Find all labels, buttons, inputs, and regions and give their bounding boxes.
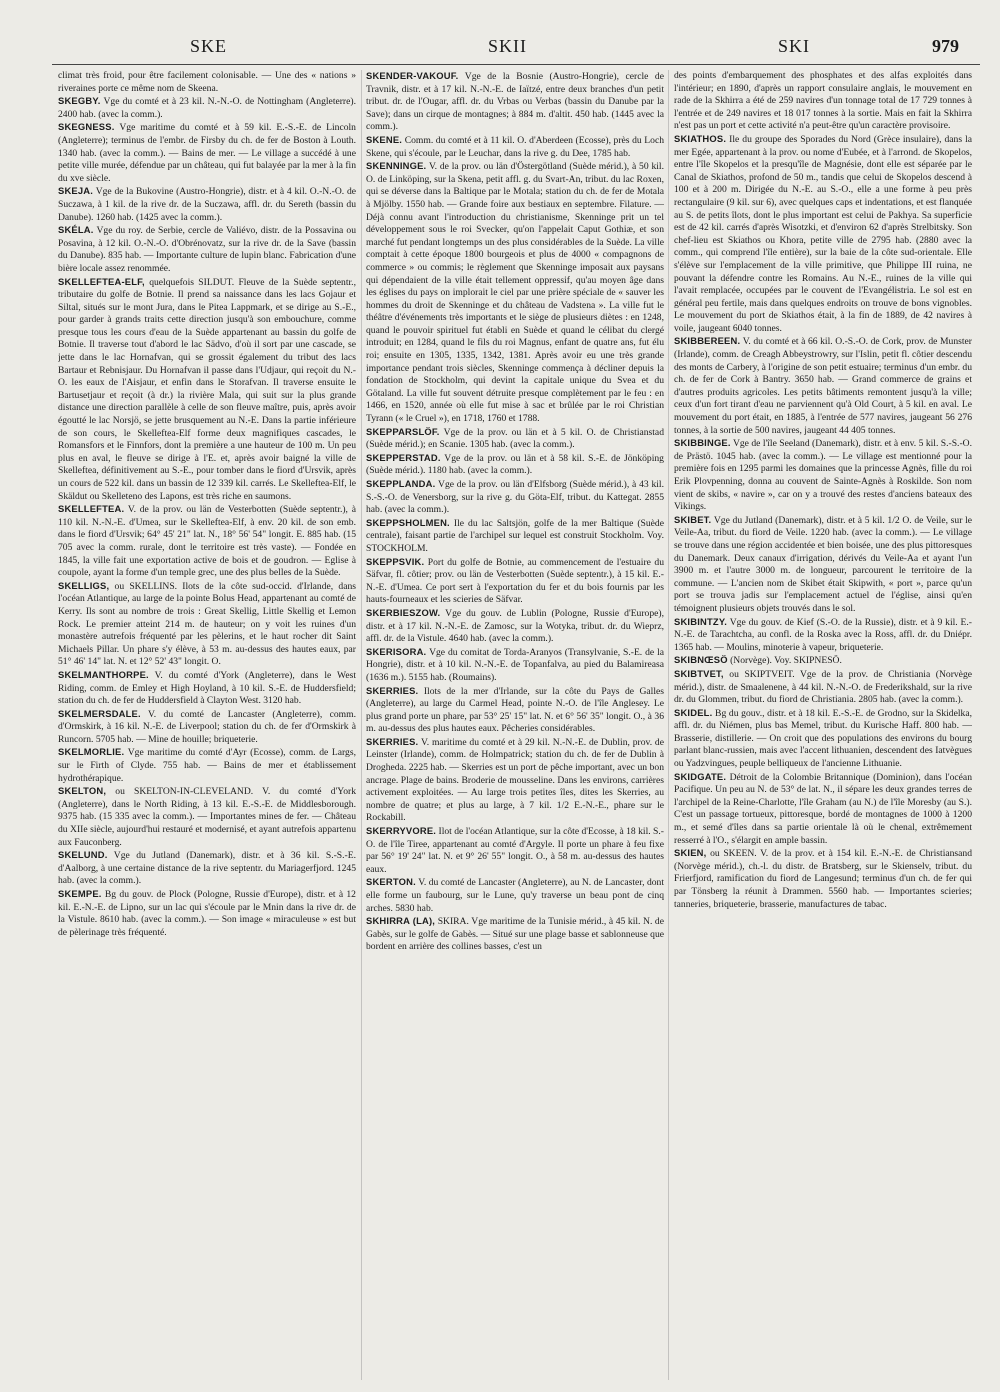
entry-headword: SKEPPLANDA. — [366, 478, 436, 489]
dictionary-entry — [366, 607, 664, 646]
entry-headword: SKEPPSVIK. — [366, 555, 425, 567]
entry-headword: SKIBTVET, — [674, 667, 724, 679]
entry-text: Vge du roy. de Serbie, cercle de Valiévo, distr. de la Possavina ou Posavina, à 12 kil. O.-N.-O. d'Obrénovatz, sur la rive dr. de la Save (bassin du Danube). 835 hab. — Importante culture de lupin blanc. Fabrication d'une bière locale assez renommée. — [58, 225, 356, 274]
dictionary-entry — [366, 160, 664, 425]
entry-headword: SKELMORLIE. — [58, 746, 125, 758]
dictionary-entry — [58, 185, 356, 224]
entry-headword: SKEGBY. — [58, 95, 101, 107]
running-head-center: SKII — [488, 36, 527, 56]
dictionary-entry — [58, 708, 356, 747]
dictionary-entry — [58, 580, 356, 669]
entry-headword: SKENNINGE. — [366, 160, 427, 172]
entry-text: Vge du Jutland (Danemark), distr. et à 5 kil. 1/2 O. de Veile, sur le Veile-Aa, tribut. du fiord de Veile. 1220 hab. (avec la comm.). — Le village se trouve dans une région accidentée et bien boisée, une des plus pittoresques du Danemark. Deux canaux d'irrigation, dérivés du Veile-Aa et ayant l'un 3900 m. et l'autre 3000 m. de longueur, parcourent le territoire de la commune. — L'ancien nom de Skibet était Skipwith, « port », parce qu'un port se trouva jadis sur l'emplacement actuel de l'église, ainsi qu'en témoignent plusieurs objets trouvés dans le sol. — [674, 514, 972, 614]
column-2 — [366, 70, 664, 1382]
dictionary-entry — [674, 437, 972, 514]
entry-text: Vge de la Bukovine (Austro-Hongrie), distr. et à 4 kil. O.-N.-O. de Suczawa, à 1 kil. de la rive dr. de la Suczawa, affl. dr. du Sereth (bassin du Danube). 1260 hab. (1425 avec la comm.). — [58, 186, 356, 223]
entry-text: Bg du gouv., distr. et à 18 kil. E.-S.-E. de Grodno, sur la Skidelka, affl. dr. du Niémen, plus bas Memel, tribut. du Kurische Haff. 800 hab. — Brasserie, distillerie. — On croit que des populations des environs du bourg parlant blanc-russien, mais avec l'accent lithuanien, descendent des Iatvègues ou Yadzvingues, peuple belliqueux de l'ancienne Lithuanie. — [674, 707, 972, 770]
entry-headword: SKELLEFTEA-ELF, — [58, 275, 145, 287]
entry-headword: SKERRIES. — [366, 735, 419, 747]
running-head-left: SKE — [190, 36, 228, 56]
dictionary-entry — [58, 669, 356, 708]
entry-headword: SKERRYVORE. — [366, 825, 437, 837]
dictionary-entry — [674, 847, 972, 911]
dictionary-entry — [366, 517, 664, 556]
entry-headword: SKEPPSHOLMEN. — [366, 516, 450, 528]
dictionary-entry — [366, 478, 664, 517]
dictionary-entry — [674, 133, 972, 336]
entry-headword: SKHIRRA (LA), — [366, 915, 436, 927]
dictionary-entry — [58, 95, 356, 121]
running-head-right: SKI — [778, 36, 811, 56]
dictionary-entry — [674, 654, 972, 668]
entry-headword: SKELLEFTEA. — [58, 503, 125, 515]
entry-headword: SKIDGATE. — [674, 770, 727, 782]
entry-text: ou SKIPTVEIT. Vge de la prov. de Christiania (Norvège mérid.), distr. de Smaalenene, à 44 kil. N.-N.-O. de Frederikshald, sur la rive dr. du Glommen, tribut. du fiord de Christiania. 2805 hab. (avec la comm.). — [674, 668, 972, 706]
entry-headword: SKEPPERSTAD. — [366, 451, 441, 463]
entry-text: Ilot de l'océan Atlantique, sur la côte d'Ecosse, à 18 kil. S.-O. de l'île Tiree, appartenant au comté d'Argyle. Il porte un phare à feu fixe par 56° 19' 24" lat. N. et 9° 26' 55" longit. O., à 58 m. au-dessus des hautes eaux. — [366, 826, 664, 875]
entry-text: Vge de la prov. ou län et à 58 kil. S.-E. de Jönköping (Suède mérid.). 1180 hab. (avec la comm.). — [366, 452, 664, 477]
dictionary-entry — [366, 646, 664, 685]
entry-text: ou SKELTON-IN-CLEVELAND. V. du comté d'York (Angleterre), dans le North Riding, à 13 kil. E.-S.-E. de Middlesborough. 9375 hab. (15 335 avec la comm.). — Importantes mines de fer. — Château du XIIe siècle, aujourd'hui restauré et modernisé, et ayant autrefois appartenu aux Fauconberg. — [58, 786, 356, 848]
entry-headword: SKÉLA. — [58, 224, 94, 236]
entry-headword: SKELTON, — [58, 785, 107, 797]
dictionary-entry — [674, 668, 972, 707]
entry-headword: SKERRIES. — [366, 684, 419, 696]
entry-text: Vge de la prov. ou län et à 5 kil. O. de Christianstad (Suède mérid.); en Scanie. 1305 hab. (avec la comm.). — [366, 426, 664, 451]
dictionary-entry — [366, 736, 664, 825]
entry-text: ou SKEEN. V. de la prov. et à 154 kil. E.-N.-E. de Christiansand (Norvège mérid.), ch.-l. du distr. de Bratsberg, sur le Skienselv, tribut. du Frierfjord, ramification du fiord de Langesund; terminus d'un ch. de fer qui par Tönsberg la réunit à Drammen. 5560 hab. — Importantes scieries; tanneries, briqueterie, brasserie, manufactures de tabac. — [674, 848, 972, 910]
entry-headword: SKELUND. — [58, 849, 108, 861]
entry-text: Vge du comitat de Torda-Aranyos (Transylvanie, S.-E. de la Hongrie), distr. et à 10 kil. N.-N.-E. de Topanfalva, au pied du Balamireasa (1636 m.). 5155 hab. (Roumains). — [366, 646, 664, 683]
dictionary-entry — [58, 503, 356, 580]
dictionary-entry — [366, 915, 664, 954]
entry-text: Vge du gouv. de Lublin (Pologne, Russie d'Europe), distr. et à 17 kil. N.-N.-E. de Zamosc, sur la Wotyka, tribut. dr. du Wieprz, affl. dr. de la Vistule. 4640 hab. (avec la comm.). — [366, 607, 664, 645]
entry-text: Vge maritime du comté et à 59 kil. E.-S.-E. de Lincoln (Angleterre); terminus de l'embr. de Firsby du ch. de fer de Boston à Louth. 1340 hab. (avec la comm.). — Bains de mer. — Le village a succédé à une petite ville murée, défendue par un château, qui fut balayée par la mer à la fin du xve siècle. — [58, 122, 356, 184]
entry-text: Vge maritime du comté d'Ayr (Ecosse), comm. de Largs, sur le Firth of Clyde. 755 hab. — Bains de mer et établissement hydrothérapique. — [58, 747, 356, 784]
dictionary-entry — [58, 276, 356, 504]
entry-text: V. de la prov. ou län d'Östergötland (Suède mérid.), à 50 kil. O. de Linköping, sur la Skena, petit affl. g. du Svart-An, tribut. du lac Roxen, qui se déverse dans la Baltique par le Motala; station du ch. de fer de Motala à Mjölby. 1550 hab. — Grande foire aux bestiaux en septembre. Filature. — Déjà connu avant l'introduction du christianisme, Skenninge prit un tel développement sous le roi Svecker, qu'on l'appelait Caput Gothiæ, et son marché fut pendant longtemps un des plus considérables de la Suède. La ville comptait à cette époque 1800 bourgeois et plus de 4000 « compagnons de commerce » ou commis; le règlement que Skenninge imposait aux paysans qui dépendaient de la ville était tellement oppressif, qu'au moyen âge dans les églises du pays on implorait le ciel par une prière spéciale de « sauver les hommes du droit de Skenninge et du château de Vadstena ». La ville fut le théâtre d'événements très importants et le siège de plusieurs diètes : en 1248, quand le pouvoir spirituel fut établi en Suède et quand le célibat du clergé introduit; en 1284, quand le fils du roi Magnus, enfant de quatre ans, fut élu roi; ensuite en 1305, 1335, 1342, 1381. Après avoir eu une très grande importance pendant trois siècles, Skenninge commença à décliner depuis la fondation de Stockholm, qui devint la capitale unique du Svea et du Götaland. La ville fut souvent détruite presque complètement par le feu : en 1466, en 1520, année où elle fut mise à sac et brûlée par le roi Christian Tyrann (« le Cruel »), en 1718, 1760 et 1788. — [366, 161, 664, 425]
entry-headword: SKERBIESZOW. — [366, 606, 441, 618]
entry-text: V. du comté d'York (Angleterre), dans le West Riding, comm. de Emley et High Hoyland, à 10 kil. S.-E. de Huddersfield; station du ch. de fer de Huddersfield à Clayton West. 3120 hab. — [58, 669, 356, 707]
entry-text: Ilots de la mer d'Irlande, sur la côte du Pays de Galles (Angleterre), au large du Carmel Head, pointe N.-O. de l'île Anglesey. Le plus grand porte un phare, par 53° 25' 15" lat. N. et 6° 56' 35" longit. O., à 36 m. au-dessus des plus hautes eaux. Pêcheries considérables. — [366, 685, 664, 735]
entry-text: V. du comté et à 66 kil. O.-S.-O. de Cork, prov. de Munster (Irlande), comm. de Creagh Abbeystrowry, sur l'Islin, petit fl. côtier descendu des monts de Carbery, à l'origine de son petit estuaire; terminus d'un embr. du ch. de fer de Cork à Bantry. 3650 hab. — Grand commerce de grains et d'autres produits agricoles. Les petits bâtiments remontent jusqu'à la ville; ceux d'un fort tirant d'eau ne parviennent qu'à Old Court, à 5 kil. en aval. Le mouvement du port était, en 1885, à l'entrée de 577 navires, jaugeant 56 276 tonnes, à la sortie de 500 navires, jaugeant 44 405 tonnes. — [674, 336, 972, 436]
entry-headword: SKIATHOS. — [674, 132, 727, 144]
entry-text: (Norvège). Voy. SKIPNESÖ. — [730, 655, 842, 667]
dictionary-entry — [58, 785, 356, 849]
entry-headword: SKIBET. — [674, 513, 712, 525]
entry-text: Vge de l'île Seeland (Danemark), distr. et à env. 5 kil. S.-S.-O. de Prästö. 1045 hab. (avec la comm.). — Le village est mentionné pour la première fois en 1295 parmi les domaines que la princesse Agnès, fille du roi Erik Plovpenning, donna au couvent de Sainte-Agnès à Roskilde. Son nom vient de skibs, « navire », car on y a trouvé des restes d'anciens bateaux des Vikings. — [674, 438, 972, 513]
entry-headword: SKERISORA. — [366, 645, 427, 657]
entry-text: Vge de la Bosnie (Austro-Hongrie), cercle de Travnik, distr. et à 17 kil. N.-N.-E. de Iaïtzé, entre deux branches d'un petit tribut. dr. de l'Ougar, affl. dr. du Vrbas ou Verbas (bassin du Danube par la Save); dans un cirque de montagnes; à 884 m. d'altit. 450 hab. (1445 avec la comm.). — [366, 71, 664, 133]
dictionary-entry — [366, 685, 664, 736]
dictionary-entry — [674, 616, 972, 655]
dictionary-entry — [58, 70, 356, 95]
dictionary-entry — [58, 746, 356, 785]
entry-headword: SKERTON. — [366, 876, 416, 888]
entry-text: Ile du lac Saltsjön, golfe de la mer Baltique (Suède centrale), faisant partie de l'archipel sur lequel est construit Stockholm. Voy. STOCKHOLM. — [366, 517, 664, 554]
entry-text: V. du comté de Lancaster (Angleterre), comm. d'Ormskirk, à 16 kil. N.-E. de Liverpool; station du ch. de fer d'Ormskirk à Runcorn. 5705 hab. — Mine de houille; briqueterie. — [58, 708, 356, 745]
dictionary-entry — [58, 224, 356, 275]
entry-headword: SKIBBEREEN. — [674, 335, 741, 347]
entry-text: Vge de la prov. ou län d'Elfsborg (Suède mérid.), à 43 kil. S.-S.-O. de Venersborg, sur la rive g. du Göta-Elf, tribut. du Kattegat. 2855 hab. (avec la comm.). — [366, 479, 664, 516]
entry-text: Bg du gouv. de Plock (Pologne, Russie d'Europe), distr. et à 12 kil. E.-N.-E. de Lipno, sur un lac qui s'écoule par le Mnin dans la rive dr. de la Vistule. 8610 hab. (avec la comm.). — Son image « miraculeuse » est but de pèlerinage très fréquenté. — [58, 889, 356, 938]
entry-headword: SKEJA. — [58, 185, 94, 197]
dictionary-entry — [58, 888, 356, 939]
entry-text: Vge du gouv. de Kief (S.-O. de la Russie), distr. et à 9 kil. E.-N.-E. de Tarachtcha, au confl. de la Roska avec la Ross, affl. dr. du Dniépr. 1365 hab. — Moulins, minoterie à vapeur, briqueterie. — [674, 616, 972, 653]
dictionary-entry — [366, 134, 664, 160]
entry-headword: SKIBNŒSÖ — [674, 654, 728, 666]
entry-headword: SKELMERSDALE. — [58, 707, 141, 719]
column-1 — [58, 70, 356, 1382]
dictionary-entry — [366, 426, 664, 452]
entry-text: Vge du Jutland (Danemark), distr. et à 36 kil. S.-S.-E. d'Aalborg, à une certaine distance de la rive septentr. du Mariagerfjord. 1245 hab. (avec la comm.). — [58, 850, 356, 887]
entry-text: quelquefois SILDUT. Fleuve de la Suède septentr., tributaire du golfe de Botnie. Il prend sa naissance dans les lacs Gojaur et Siltal, situés sur le mont Jura, dans le Pitea Lappmark, et se dirige au S.-E., pour garder à grands traits cette direction jusqu'à son embouchure, comme presque tous les cours d'eau de la Suède appartenant au bassin du golfe de Botnie. Il traverse tout d'abord le lac Sädvo, d'où il sort par une cascade, se jette dans le lac Hornafvan, qui se grossit également du tribut des lacs Bartaur et Rebnisjaur. Du Hornafvan il passe dans l'Udjaur, qui reçoit du N.-O. les eaux de l'Aisjaur, et enfin dans le Storafvan. Il traverse ensuite le Bartusetjaur et reçoit (à dr.) la rivière Mala, qui suit sur la plus grande distance une direction parallèle à celle de son fleuve maître, puis, après avoir égoutté le lac Norsjö, se jette brusquement au N.-E. Dans la partie inférieure de son cours, le Skelleftea-Elf forme deux magnifiques cascades, le Romansfors et le Finnfors, dont la première a une hauteur de 100 m. Un peu plus en aval, le fleuve se dirige à l'E. et, après avoir baigné la ville de Skelleftea, définitivement au S.-E., pour tomber dans le fiord d'Ursvik, après un cours de 522 kil. dans un bassin de 12 339 kil. carrés. Le Skelleftea-Elf, le Skäldut ou Skelleteno des Lapons, est très riche en saumons. — [58, 276, 356, 502]
entry-text: Vge du comté et à 23 kil. N.-N.-O. de Nottingham (Angleterre). 2400 hab. (avec la comm.). — [58, 96, 356, 120]
entry-headword: SKIBBINGE. — [674, 437, 731, 449]
dictionary-entry — [674, 70, 972, 133]
entry-text: V. du comté de Lancaster (Angleterre), au N. de Lancaster, dont elle forme un faubourg, sur le Lune, qu'y traverse un beau pont de cinq arches. 5830 hab. — [366, 877, 664, 914]
entry-text: Port du golfe de Botnie, au commencement de l'estuaire du Säfvar, fl. côtier; prov. ou län de Vesterbotten (Suède septentr.), à 15 kil. E.-N.-E. d'Umea. Ce port sert à l'exportation du fer et du bois fournis par les hauts-fourneaux et les scieries de Säfvar. — [366, 556, 664, 606]
column-separator — [361, 70, 362, 1380]
dictionary-entry — [674, 335, 972, 437]
dictionary-entry — [366, 876, 664, 915]
entry-headword: SKEMPE. — [58, 888, 102, 899]
dictionary-entry — [674, 771, 972, 848]
column-3 — [674, 70, 972, 1382]
entry-text: climat très froid, pour être facilement colonisable. — Une des « nations » riveraines porte ce même nom de Skeena. — [58, 70, 356, 94]
entry-headword: SKIEN, — [674, 847, 707, 859]
entry-headword: SKELLIGS, — [58, 579, 110, 591]
entry-text: des points d'embarquement des phosphates et des alfas exploités dans l'intérieur; en 1890, d'après un rapport consulaire anglais, le mouvement en rade de la Skhirra a été de 259 navires d'un tonnage total de 17 729 tonnes à l'entrée et de 249 navires et 18 017 tonnes à la sortie. Mais en fait la Skhirra n'est pas un port et cette activité n'a peut-être qu'un caractère provisoire. — [674, 70, 972, 132]
entry-headword: SKENDER-VAKOUF. — [366, 70, 459, 81]
column-separator — [668, 70, 669, 1380]
entry-headword: SKEGNESS. — [58, 121, 115, 133]
entry-headword: SKELMANTHORPE. — [58, 668, 149, 680]
entry-headword: SKIBINTZY. — [674, 615, 728, 627]
dictionary-entry — [366, 556, 664, 607]
dictionary-entry — [366, 452, 664, 478]
entry-headword: SKIDEL. — [674, 706, 713, 718]
entry-headword: SKENE. — [366, 133, 403, 145]
entry-text: SKIRA. Vge maritime de la Tunisie mérid., à 45 kil. N. de Gabès, sur le golfe de Gabès. — Situé sur une plage basse et sablonneuse que bordent en arrière des collines basses, c'est un — [366, 916, 664, 953]
entry-text: Comm. du comté et à 11 kil. O. d'Aberdeen (Ecosse), près du Loch Skene, qui s'écoule, par le Leuchar, dans la rive g. du Dee, 1785 hab. — [366, 134, 664, 159]
entry-headword: SKEPPARSLÖF. — [366, 425, 440, 437]
dictionary-entry — [674, 514, 972, 616]
dictionary-entry — [366, 70, 664, 134]
dictionary-entry — [674, 707, 972, 771]
dictionary-entry — [58, 849, 356, 888]
dictionary-entry — [366, 825, 664, 876]
entry-text: Ile du groupe des Sporades du Nord (Grèce insulaire), dans la mer Egée, appartenant à la prov. ou nome d'Eubée, et à l'arrond. de Skopelos, entre l'île Skopelos et la presqu'île de Magnésie, dont elle est séparée par le Canal de Skiathos, profond de 50 m., tandis que celui de Skopelos descend à 100 et à 200 m. Dirigée du N.-E. au S.-O., elle a une forme à peu près rectangulaire (9 kil. sur 6), avec quelques caps et indentations, et est flanquée au S. de petits îlots, dont le plus important est celui de Pakhya. Sa superficie est de 42 kil. carrés d'après Wisotzki, et d'environ 62 d'après Strelbitsky. Son chef-lieu est Skiathos ou Khora, petite ville de 2795 hab. (2880 avec la comm., qui comprend l'île entière), sur la baie de la côte sud-orientale. Elle s'élève sur l'emplacement de la ville primitive, que Philippe III ruina, ne pouvant la défendre contre les Romains. Au N.-E., ruines de la ville qui l'avait remplacée, occupées par le couvent de l'Evangélistria. Le sol est en général peu fertile, mais dans quelques endroits on trouve de bons vignobles. Le mouvement du port de Skiathos était, à la fin de 1889, de 42 navires à voile, jaugeant 6040 tonnes. — [674, 133, 972, 334]
entry-text: V. maritime du comté et à 29 kil. N.-N.-E. de Dublin, prov. de Leinster (Irlande), comm. de Holmpatrick; station du ch. de fer de Dublin à Drogheda. 2225 hab. — Skerries est un port de pêche important, avec un bon ancrage. Plage de bains. Broderie de mousseline. Dans les environs, carrières activement exploitées. — Au large trois petites îles, dites les Skerries, au nombre de quatre; et plus au large, à 7 kil. 1/2 E.-N.-E., phare sur le Rockabill. — [366, 736, 664, 824]
entry-text: V. de la prov. ou län de Vesterbotten (Suède septentr.), à 110 kil. N.-N.-E. d'Umea, sur le Skelleftea-Elf, à env. 20 kil. de son emb. dans le fiord d'Ursvik; 64° 45' 21" lat. N., 18° 56' 54" longit. E. 885 hab. (15 705 avec la comm. rurale, dont le territoire est très vaste). — Fondée en 1845, la ville fait une exportation active de bois et de goudron. — Eglise à coupole, ayant la forme d'un temple grec, une des plus belles de la Suède. — [58, 504, 356, 579]
header-rule — [52, 64, 980, 65]
entry-text: ou SKELLINS. Ilots de la côte sud-occid. d'Irlande, dans l'océan Atlantique, au large de la pointe Bolus Head, appartenant au comté de Kerry. Ils sont au nombre de trois : Great Skellig, Little Skellig et Lemon Rock. Le premier atteint 214 m. de hauteur; on y voit les ruines d'un monastère autrefois fréquenté par les pèlerins, et le haut rocher dit Saint Michaels Pillar. Un phare s'y élève, à 53 m. au-dessus des hautes eaux, par 51° 46' 14" lat. N. et 12° 52' 43" longit. O. — [58, 580, 356, 668]
entry-text: Détroit de la Colombie Britannique (Dominion), dans l'océan Pacifique. Un peu au N. de 53° de lat. N., il sépare les deux grandes terres de l'archipel de la Reine-Charlotte, l'île Graham (au N.) de l'île Moresby (au S.). C'est un passage tortueux, pittoresque, bordé de montagnes de 1000 à 1200 m., et semé d'îles dans sa partie orientale là où le chenal, extrêmement resserré à l'O., s'élargit en ample bassin. — [674, 771, 972, 846]
dictionary-entry — [58, 121, 356, 185]
page-number: 979 — [932, 36, 959, 56]
